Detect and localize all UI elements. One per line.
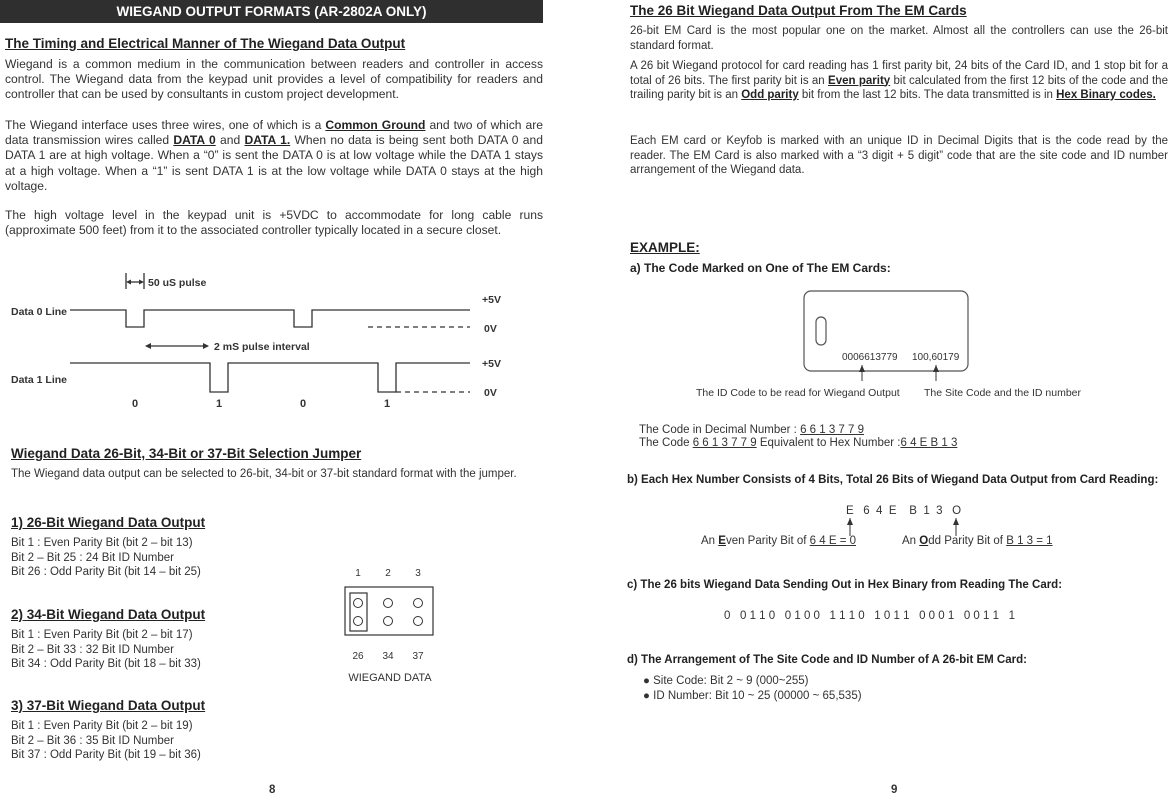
page-banner: WIEGAND OUTPUT FORMATS (AR-2802A ONLY) <box>0 0 543 23</box>
common-ground-term: Common Ground <box>325 118 426 132</box>
format-26-title: 1) 26-Bit Wiegand Data Output <box>11 515 206 530</box>
odd-parity-note: An Odd Parity Bit of B 1 3 = 1 <box>902 535 1053 547</box>
data1-low-voltage: 0V <box>484 387 497 399</box>
bit-label: 0 <box>132 398 139 410</box>
format-37-details: Bit 1 : Even Parity Bit (bit 2 – bit 19) Bit 2 – Bit 36 : 35 Bit ID Number Bit 37 : Odd Parity Bit (bit 19 – bit 36) <box>11 720 201 761</box>
format-37-title: 3) 37-Bit Wiegand Data Output <box>11 698 206 713</box>
timing-paragraph-3: The high voltage level in the keypad unit is +5VDC to accommodate for long cable runs (approximate 500 feet) from it to the associated controller typically located in a secure closet. <box>5 208 543 238</box>
em-paragraph-1: 26-bit EM Card is the most popular one on the market. Almost all the controllers can use the 26-bit standard format. <box>630 25 1168 52</box>
jumper-pin-number: 3 <box>415 568 421 579</box>
bit-label: 0 <box>300 398 307 410</box>
card-site-code: 100,60179 <box>912 352 960 363</box>
em-card-section-title: The 26 Bit Wiegand Data Output From The EM Cards <box>630 3 967 18</box>
data0-high-voltage: +5V <box>482 294 501 306</box>
hex-binary-term: Hex Binary codes. <box>1056 89 1156 101</box>
jumper-format-label: 26 <box>352 651 364 662</box>
data1-high-voltage: +5V <box>482 358 501 370</box>
data0-term: DATA 0 <box>173 133 216 148</box>
jumper-description: The Wiegand data output can be selected to 26-bit, 34-bit or 37-bit standard format with the jumper. <box>11 468 517 480</box>
odd-parity-term: Odd parity <box>741 89 799 101</box>
example-a-title: a) The Code Marked on One of The EM Cards: <box>630 261 891 275</box>
em-paragraph-2: A 26 bit Wiegand protocol for card reading has 1 first parity bit, 24 bits of the Card ID, and 1 stop bit for a total of 26 bits. The first parity bit is an Even parity bit calculated from the first 12 bits of the code and the trailing parity bit is an Odd parity bit from the last 12 bits. The data transmitted is in Hex Binary codes. <box>630 60 1168 101</box>
page-number-left: 8 <box>269 784 276 796</box>
decimal-code-value: 6 6 1 3 7 7 9 <box>800 424 865 436</box>
example-title: EXAMPLE: <box>630 240 700 255</box>
hex-parity-sequence: E 6 4 E B 1 3 O <box>846 505 962 517</box>
data1-term: DATA 1. <box>244 133 291 148</box>
pulse-interval-label: 2 mS pulse interval <box>214 341 310 353</box>
em-paragraph-3: Each EM card or Keyfob is marked with an unique ID in Decimal Digits that is the code read by the reader. The EM Card is also marked with a “3 digit + 5 digit” code that are the site code and ID number arrangement of the Wiegand data. <box>630 135 1168 176</box>
decimal-code-line: The Code in Decimal Number : 6 6 1 3 7 7 9 <box>639 424 865 436</box>
jumper-pin-number: 2 <box>385 568 391 579</box>
example-b-title: b) Each Hex Number Consists of 4 Bits, Total 26 Bits of Wiegand Data Output from Card Reading: <box>627 474 1159 486</box>
card-id-caption: The ID Code to be read for Wiegand Output <box>696 387 900 399</box>
format-26-details: Bit 1 : Even Parity Bit (bit 2 – bit 13) Bit 2 – Bit 25 : 24 Bit ID Number Bit 26 : Odd Parity Bit (bit 14 – bit 25) <box>11 537 201 578</box>
card-site-caption: The Site Code and the ID number <box>924 387 1082 399</box>
timing-section-title: The Timing and Electrical Manner of The Wiegand Data Output <box>5 36 406 51</box>
page-number-right: 9 <box>891 784 898 796</box>
example-d-title: d) The Arrangement of The Site Code and ID Number of A 26-bit EM Card: <box>627 654 1027 666</box>
even-parity-term: Even parity <box>828 74 891 87</box>
data0-low-voltage: 0V <box>484 323 497 335</box>
format-34-title: 2) 34-Bit Wiegand Data Output <box>11 607 206 622</box>
timing-paragraph-2: The Wiegand interface uses three wires, one of which is a Common Ground and two of which are data transmission wires called DATA 0 and DATA 1. When no data is being sent both DATA 0 and DATA 1 are at high voltage. When a “0” is sent the DATA 0 is at low voltage while the DATA 1 stays at a high voltage. When a “1” is sent DATA 1 is at the low voltage while DATA 0 stays at the high voltage. <box>5 118 543 193</box>
hex-code-value: 6 4 E B 1 3 <box>900 437 958 449</box>
jumper-format-label: 34 <box>382 651 394 662</box>
bit-label: 1 <box>216 398 223 410</box>
pulse-width-label: 50 uS pulse <box>148 277 207 289</box>
jumper-frame <box>345 587 433 635</box>
jumper-format-label: 37 <box>412 651 424 662</box>
data0-line-label: Data 0 Line <box>11 306 68 318</box>
wiegand-timing-diagram <box>0 265 543 415</box>
timing-paragraph-1: Wiegand is a common medium in the communication between readers and controller in access control. The Wiegand data from the keypad unit provides a level of compatibility for readers and controller that can be used by consultants in custom project development. <box>5 57 543 102</box>
hex-code-line: The Code 6 6 1 3 7 7 9 Equivalent to Hex Number :6 4 E B 1 3 <box>639 437 958 449</box>
example-c-title: c) The 26 bits Wiegand Data Sending Out in Hex Binary from Reading The Card: <box>627 579 1063 591</box>
format-34-details: Bit 1 : Even Parity Bit (bit 2 – bit 17) Bit 2 – Bit 33 : 32 Bit ID Number Bit 34 : Odd Parity Bit (bit 18 – bit 33) <box>11 629 201 670</box>
site-id-bit-arrangement <box>643 674 862 703</box>
binary-output-sequence: 0 0 1 1 0 0 1 0 0 1 1 1 0 1 0 1 1 0 0 0 1 0 0 1 1 1 <box>724 610 1015 622</box>
id-number-bits: ● ID Number: Bit 10 ~ 25 (00000 ~ 65,535) <box>643 689 862 702</box>
bit-label: 1 <box>384 398 391 410</box>
card-id-code: 0006613779 <box>842 352 898 363</box>
even-parity-note: An Even Parity Bit of 6 4 E = 0 <box>701 535 857 547</box>
jumper-pin-number: 1 <box>355 568 361 579</box>
jumper-block-diagram <box>330 560 450 690</box>
site-code-bits: ● Site Code: Bit 2 ~ 9 (000~255) <box>643 675 809 687</box>
jumper-section-title: Wiegand Data 26-Bit, 34-Bit or 37-Bit Selection Jumper <box>11 446 362 461</box>
em-card-illustration <box>690 285 1110 405</box>
jumper-caption: WIEGAND DATA <box>348 672 432 684</box>
data1-line-label: Data 1 Line <box>11 374 68 386</box>
